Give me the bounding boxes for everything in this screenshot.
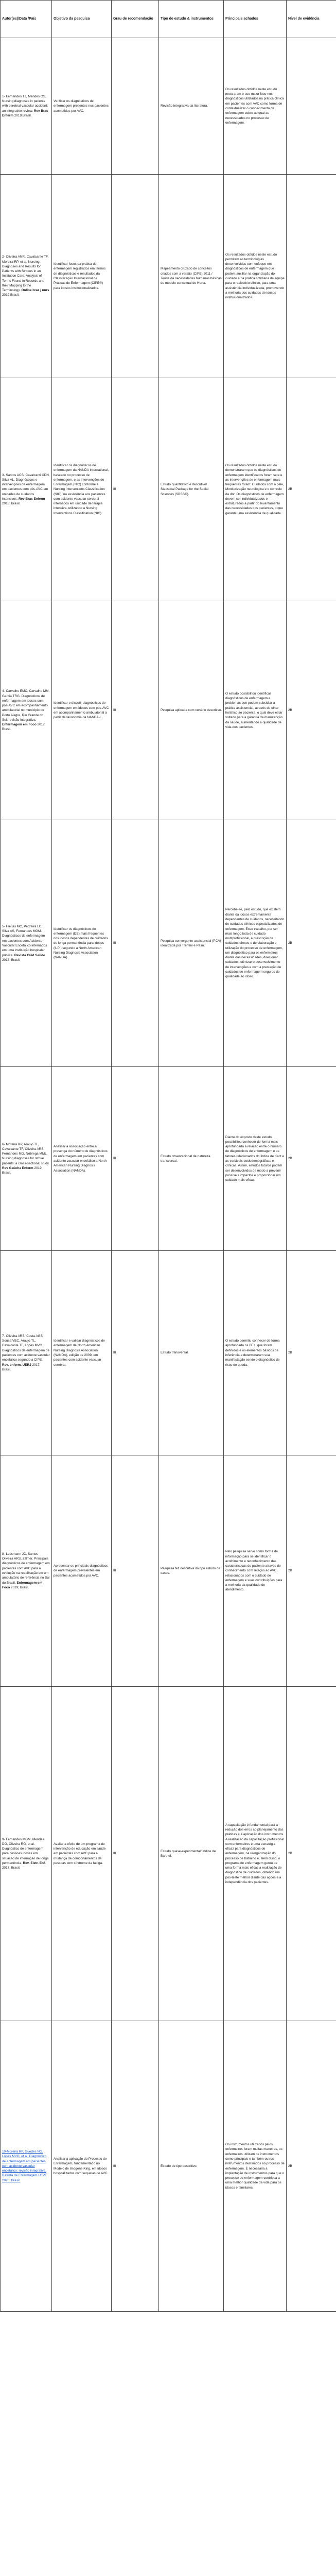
cell-findings: Pelo pesquisa serve como forma de informação para se identificar o acolhimento e reconhecimento das características do paciente através de conhecimento com relação ao AVC, relacionados com o cuidado de enfermagem e suas contribuições para a melhoria da qualidade de atendimento. — [224, 1455, 287, 1687]
header-grade: Grau de recomendação — [112, 1, 159, 38]
cell-evidence-level: 2B — [287, 820, 336, 1067]
table-row — [1, 1251, 336, 1455]
cell-objective: Avaliar a efeito de um programa de intervenção de educação em saúde em pacientes com AVC para a mudança de comportamentos de pessoas com síndrome da fadiga. — [52, 1687, 112, 2021]
cell-study-type: Pesquisa convergente-assistencial (PCA) idealizada por Trentini e Paim. — [159, 820, 224, 1067]
cell-objective: Identificar focos da prática de enfermagem registrados em termos de diagnósticos e resultados da Classificação Internacional de Práticas de Enfermagem (CIPE®) para idosos institucionalizados. — [52, 175, 112, 378]
cell-objective: Verificar os diagnósticos de enfermagem presentes nos pacientes acometidos por AVC. — [52, 38, 112, 175]
table-row — [1, 820, 336, 1067]
cell-author: 6- Moreira RP, Araújo TL, Cavalcante TF, Oliveira ARS, Fernandes MG, Nóbrega MML. Nursing diagnoses for stroke patients: a cross-sectional study. Rev Gaúcha Enferm 2019; Brasil. — [1, 1067, 52, 1251]
cell-grade — [112, 175, 159, 378]
cell-findings: Os resultados obtidos neste estudo demonstraram que os diagnósticos de enfermagem identificados foram sete e as intervenções de enfermagem mais frequentes foram: Cuidados com a pele, Monitorização neurológica e o controle da dor. Os diagnósticos de enfermagem devem ser individualizados e estruturados a partir do levantamento das necessidades dos pacientes, o que garante uma assistência de qualidade. — [224, 378, 287, 601]
cell-author: 9- Fernandes MGM, Mendes DG, Oliveira RG, et al. Diagnóstico de enfermagem para pessoas idosas em situação de internação de longa permanência. Rev. Eletr. Enf. 2017; Brasil. — [1, 1687, 52, 2021]
cell-evidence-level: 2B — [287, 1067, 336, 1251]
table-row — [1, 1067, 336, 1251]
cell-evidence-level: 2B — [287, 1455, 336, 1687]
cell-evidence-level: 2B — [287, 2021, 336, 2312]
cell-study-type: Estudo transversal. — [159, 1251, 224, 1455]
cell-study-type: Estudo observacional de natureza transversal. — [159, 1067, 224, 1251]
cell-study-type: Mapeamento cruzado de conceitos criados com a versão (CIPE) 2011 / Teoria da necessidades humanas básicas do modelo conceitual de Horta. — [159, 175, 224, 378]
cell-objective: Apresentar os principais diagnósticos de enfermagem prevalentes em pacientes acometidos por AVC. — [52, 1455, 112, 1687]
cell-findings: O estudo permitiu conhecer de forma aprofundada os DEs, que foram definidos e os elementos básicos de inferência e determinaram sua manifestação sendo o diagnóstico de risco de queda. — [224, 1251, 287, 1455]
cell-grade: III — [112, 1251, 159, 1455]
cell-objective: Identificar e discutir diagnósticos de enfermagem em idosos com pós-AVC em acompanhamento ambulatorial a partir da taxonomia da NANDA-I. — [52, 601, 112, 820]
cell-grade: III — [112, 378, 159, 601]
cell-grade: III — [112, 601, 159, 820]
header-study-type: Tipo de estudo & instrumentos — [159, 1, 224, 38]
cell-study-type: Pesquisa aplicada com cenário descritivo. — [159, 601, 224, 820]
cell-grade: III — [112, 1067, 159, 1251]
cell-findings: A capacitação é fundamental para a redução dos erros ao planejamento das práticas e à aplicação dos instrumentos. A realização da capacitação profissional com enfermeiros é uma estratégia eficaz para diagnósticos de enfermagem, na reorganização do processo de trabalho e, além disso, o programa de enfermagem gerou de uma forma mais eficaz a realização de diagnóstico de cuidados, obtendo um pós-teste melhor diante das ações e a independência dos pacientes. — [224, 1687, 287, 2021]
cell-findings: Os instrumentos utilizados pelos enfermeiros foram muitas maneiras, os enfermeiros utilizam os instrumentos como principais e também outros instrumentos destinados ao processo de enfermagem. É necessária a implantação de instrumentos para que o processo de enfermagem contribua a uma melhor qualidade de vida para os idosos e familiares. — [224, 2021, 287, 2312]
table-row — [1, 1455, 336, 1687]
cell-grade: III — [112, 1455, 159, 1687]
cell-findings: O estudo possibilitou identificar diagnósticos de enfermagem e problemas que podem subsidiar a prática assistencial, através do olhar holístico ao paciente, o qual deve estar voltado para a garantia da manutenção da saúde, aumentando a qualidade de vida dos pacientes. — [224, 601, 287, 820]
cell-author: 5- Freitas MC, Pedreira LC, Silva AS, Fernandes MGM. Diagnósticos de enfermagem em pacientes com Acidente Vascular Encefálico internados em uma instituição hospitalar pública. Revista Cuid Saúde 2018; Brasil. — [1, 820, 52, 1067]
cell-author: 4- Carvalho EMC, Carvalho MM, Garcia TRG. Diagnósticos de enfermagem em idosos com pós-AVC em acompanhamento ambulatorial no município de Porto Alegre, Rio Grande do Sul: revisão integrativa. Enfermagem em Foco 2017; Brasil. — [1, 601, 52, 820]
table-row — [1, 1687, 336, 2021]
cell-evidence-level: 2B — [287, 1687, 336, 2021]
table-row — [1, 175, 336, 378]
cell-author: 7- Oliveira ARS, Costa AGS, Sousa VEC, Araujo TL, Cavalcante TF, Lopes MVO. Diagnósticos de enfermagem de pacientes com acidente vascular encefálico segundo a CIPE. Rev. enferm. UERJ 2017; Brasil. — [1, 1251, 52, 1455]
cell-study-type: Pesquisa fez descritiva do tipo estudo de casos. — [159, 1455, 224, 1687]
cell-author — [1, 2021, 52, 2312]
cell-findings: Os resultados obtidos neste estudo mostraram o uso maior foco nos diagnósticos utilizados na prática clínica em pacientes com AVC como forma de contextualizar o conhecimento de enfermagem sobre ao qual as necessidades no processo de enfermagem. — [224, 38, 287, 175]
cell-findings: Os resultados obtidos neste estudo permitem as terminologias desenvolvidas com enfoque em diagnósticos de enfermagem que podem auxiliar na organização do cuidado e na prática cotidiana da equipe para o raciocínio clínico, para uma assistência individualizada, promovendo a melhoria dos cuidados de idosos institucionalizados. — [224, 175, 287, 378]
header-objective: Objetivo da pesquisa — [52, 1, 112, 38]
header-evidence-level: Nível de evidência — [287, 1, 336, 38]
cell-author: 1- Fernandes TJ, Mendes OS, Nursing diagnoses in patients with cerebral vascular accident: an integrative review. Rev Bras Enferm 2019;Brasil. — [1, 38, 52, 175]
table-row — [1, 38, 336, 175]
cell-findings: Percebe-se, pelo estudo, que existem diante da idosos extremamente dependentes de cuidados, necessitando de cuidados clínicos especializados de enfermagem. Esse trabalho, por ser mais longo toda de cuidado multiprofissional, a prescrição de cuidados diretos e de elaboração e utilização do processo de enfermagem, um diagnóstico para os enfermeiros diante das necessidades, direcionar cuidados, otimizar o desenvolvimento de intervenções e com a prestação de cuidados de enfermagem seguros de qualidade ao idoso. — [224, 820, 287, 1067]
table-row — [1, 378, 336, 601]
cell-objective: Identificar os diagnósticos de enfermagem (DE) mais frequentes nos idosos dependentes de cuidados de longa permanência para idosos (ILPI) segundo a North American Nursing Diagnosis Association (NANDA). — [52, 820, 112, 1067]
cell-author: 8- Lessmann JC, Santos Oliveira ARS, Zillmer. Principais diagnósticos de enfermagem em pacientes com AVC para a evolução na reabilitação em um ambulatório de referência no Sul do Brasil. Enfermagem em Foco 2019; Brasil. — [1, 1455, 52, 1687]
cell-grade — [112, 38, 159, 175]
header-author: Autor(es)/Data /País — [1, 1, 52, 38]
cell-evidence-level — [287, 38, 336, 175]
cell-findings: Diante do exposto deste estudo, possibilitou conhecer de forma mais aprofundada a relação entre o número de diagnósticos de enfermagem e os fatores relacionados do Índice de Katz e as variáveis sociodemográficas e clínicas. Assim, estudos futuros podem ser desenvolvidos de modo a prevenir possíveis impactos e proporcionar um cuidado mais eficaz. — [224, 1067, 287, 1251]
cell-objective: Identificar e validar diagnósticos de enfermagem da North American Nursing Diagnosis Association (NANDA), edição de 2009, em pacientes com acidente vascular cerebral. — [52, 1251, 112, 1455]
cell-evidence-level: 2B — [287, 378, 336, 601]
cell-grade: III — [112, 2021, 159, 2312]
cell-study-type: Estudo quase-experimental/ Índice de Barthel. — [159, 1687, 224, 2021]
cell-objective: Analisar a aplicação do Processo de Enfermagem, fundamentado no Modelo de Imogene King, em idosos hospitalizados com sequelas de AVC. — [52, 2021, 112, 2312]
cell-evidence-level: 2B — [287, 601, 336, 820]
cell-author: 3- Santos ACS, Cavalcanti CDN, Silva AL. Diagnósticos e intervenções de enfermagem em pacientes com pós-AVC em unidades de cuidados intensivos. Rev Bras Enferm 2018; Brasil. — [1, 378, 52, 601]
cell-evidence-level: 2B — [287, 1251, 336, 1455]
cell-author: 2- Oliveira ANR, Cavalcante TF, Moreira RP, et al. Nursing Diagnoses and Results for Patients with Strokes in an Institution Care: Analysis of Terms Found in Records and their Mapping to the Terminology. Online braz j nurs 2019;Brasil. — [1, 175, 52, 378]
article-link[interactable]: 10-Moreira RP, Guedes NG, Lopes MVO, et al. Diagnóstico de enfermagem em pacientes com acidente vascular encefálico: revisão integrativa. Revista de Enfermagem UFPE 2020; Brasil. — [2, 2150, 47, 2182]
table-header-row — [1, 1, 336, 38]
cell-objective: Analisar a associação entre a presença do número de diagnósticos de enfermagem em pacientes com acidente vascular encefálico a North American Nursing Diagnosis Association (NANDA). — [52, 1067, 112, 1251]
table-row — [1, 2021, 336, 2312]
cell-grade: III — [112, 820, 159, 1067]
cell-study-type: Estudo quantitativo e descritivo/ Statistical Package for the Social Sciences (SPSS®). — [159, 378, 224, 601]
cell-study-type: Revisão Integrativa da literatura. — [159, 38, 224, 175]
cell-study-type: Estudo de tipo descritivo. — [159, 2021, 224, 2312]
header-findings: Principais achados — [224, 1, 287, 38]
table-row — [1, 601, 336, 820]
cell-grade: III — [112, 1687, 159, 2021]
cell-evidence-level — [287, 175, 336, 378]
cell-objective: Identificar os diagnósticos de enfermagem da NANDA International, baseado no processo de enfermagem, e as intervenções de Enfermagem (NIC) conforme a Nursing Interventions Classification (NIC), na assistência aos pacientes com acidente vascular cerebral internados em unidade de terapia intensiva, utilizando a Nursing Interventions Classification (NIC). — [52, 378, 112, 601]
